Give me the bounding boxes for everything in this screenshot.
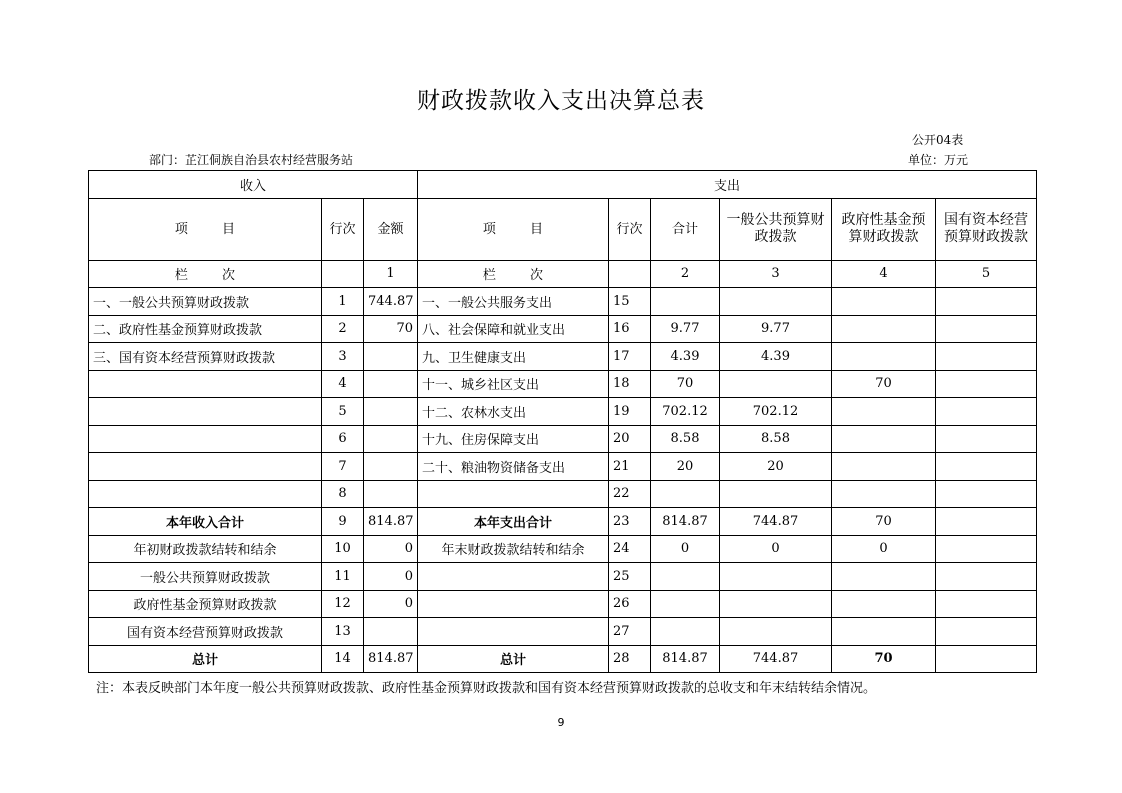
expense-item-cell	[418, 563, 609, 591]
total-cell: 9.77	[651, 315, 720, 343]
general-budget-cell	[720, 618, 832, 646]
expense-item-cell: 十二、农林水支出	[418, 398, 609, 426]
gov-fund-cell: 70	[832, 370, 936, 398]
income-item-header: 项 目	[89, 198, 322, 260]
state-capital-cell	[936, 508, 1037, 536]
income-amount-cell	[364, 618, 418, 646]
total-cell: 702.12	[651, 398, 720, 426]
total-cell	[651, 288, 720, 316]
expense-item-cell: 八、社会保障和就业支出	[418, 315, 609, 343]
page-title: 财政拨款收入支出决算总表	[417, 88, 705, 114]
income-row-no-cell: 9	[322, 508, 364, 536]
income-item-cell: 一、一般公共预算财政拨款	[89, 288, 322, 316]
income-amount-cell	[364, 370, 418, 398]
expense-row-no-cell: 15	[609, 288, 651, 316]
expense-row-no-cell: 28	[609, 645, 651, 673]
income-amount-cell: 814.87	[364, 508, 418, 536]
expense-item-cell	[418, 480, 609, 508]
table-row	[89, 590, 1037, 618]
income-item-cell: 年初财政拨款结转和结余	[89, 535, 322, 563]
income-amount-cell	[364, 453, 418, 481]
gov-fund-cell	[832, 563, 936, 591]
gov-fund-cell	[832, 480, 936, 508]
general-budget-cell: 744.87	[720, 508, 832, 536]
state-capital-header: 国有资本经营预算财政拨款	[936, 198, 1037, 260]
gov-fund-cell: 70	[832, 508, 936, 536]
table-row	[89, 508, 1037, 536]
empty-cell	[609, 260, 651, 288]
income-row-no-cell: 11	[322, 563, 364, 591]
expense-row-no-cell: 19	[609, 398, 651, 426]
general-budget-cell	[720, 480, 832, 508]
state-capital-cell	[936, 645, 1037, 673]
general-budget-cell: 0	[720, 535, 832, 563]
expense-row-no-cell: 25	[609, 563, 651, 591]
footnote: 注：本表反映部门本年度一般公共预算财政拨款、政府性基金预算财政拨款和国有资本经营预算财政拨款的总收支和年末结转结余情况。	[96, 681, 877, 696]
expense-section-header: 支出	[418, 171, 1037, 199]
income-item-cell: 总计	[89, 645, 322, 673]
gov-fund-cell	[832, 343, 936, 371]
income-row-no-cell: 12	[322, 590, 364, 618]
expense-item-cell: 十九、住房保障支出	[418, 425, 609, 453]
expense-row-no-cell: 16	[609, 315, 651, 343]
table-row	[89, 370, 1037, 398]
expense-row-no-cell: 24	[609, 535, 651, 563]
expense-row-no-cell: 21	[609, 453, 651, 481]
department-label: 部门：芷江侗族自治县农村经营服务站	[149, 153, 354, 167]
income-row-no-cell: 1	[322, 288, 364, 316]
table-row	[89, 618, 1037, 646]
total-cell: 0	[651, 535, 720, 563]
expense-item-cell: 一、一般公共服务支出	[418, 288, 609, 316]
income-row-no-cell: 13	[322, 618, 364, 646]
total-cell: 4.39	[651, 343, 720, 371]
table-row	[89, 343, 1037, 371]
income-amount-header: 金额	[364, 198, 418, 260]
income-amount-cell: 0	[364, 590, 418, 618]
col-number: 2	[651, 260, 720, 288]
total-cell: 814.87	[651, 508, 720, 536]
state-capital-cell	[936, 590, 1037, 618]
expense-row-no-cell: 23	[609, 508, 651, 536]
state-capital-cell	[936, 425, 1037, 453]
col-number: 3	[720, 260, 832, 288]
state-capital-cell	[936, 370, 1037, 398]
total-cell: 20	[651, 453, 720, 481]
income-amount-cell: 744.87	[364, 288, 418, 316]
total-cell	[651, 563, 720, 591]
state-capital-cell	[936, 563, 1037, 591]
expense-row-no-cell: 17	[609, 343, 651, 371]
expense-col-label: 栏 次	[418, 260, 609, 288]
expense-row-no-cell: 20	[609, 425, 651, 453]
income-item-cell: 二、政府性基金预算财政拨款	[89, 315, 322, 343]
income-row-no-cell: 3	[322, 343, 364, 371]
total-cell: 814.87	[651, 645, 720, 673]
general-budget-cell	[720, 370, 832, 398]
page-number: 9	[557, 716, 565, 729]
expense-item-cell: 本年支出合计	[418, 508, 609, 536]
income-item-cell: 国有资本经营预算财政拨款	[89, 618, 322, 646]
income-item-cell: 一般公共预算财政拨款	[89, 563, 322, 591]
table-row	[89, 535, 1037, 563]
income-item-cell	[89, 370, 322, 398]
gov-fund-cell: 70	[832, 645, 936, 673]
income-item-cell	[89, 453, 322, 481]
general-budget-cell: 744.87	[720, 645, 832, 673]
income-row-no-cell: 6	[322, 425, 364, 453]
table-row	[89, 480, 1037, 508]
table-body	[89, 288, 1037, 673]
expense-item-cell	[418, 590, 609, 618]
income-row-no-cell: 5	[322, 398, 364, 426]
total-cell	[651, 480, 720, 508]
gov-fund-cell: 0	[832, 535, 936, 563]
income-item-cell: 政府性基金预算财政拨款	[89, 590, 322, 618]
table-row	[89, 398, 1037, 426]
gov-fund-cell	[832, 618, 936, 646]
table-row	[89, 288, 1037, 316]
gov-fund-cell	[832, 398, 936, 426]
expense-item-header: 项 目	[418, 198, 609, 260]
state-capital-cell	[936, 315, 1037, 343]
income-col-label: 栏 次	[89, 260, 322, 288]
general-budget-cell	[720, 590, 832, 618]
gov-fund-cell	[832, 453, 936, 481]
income-row-no-cell: 14	[322, 645, 364, 673]
unit-label: 单位：万元	[908, 153, 969, 167]
expense-item-cell	[418, 618, 609, 646]
income-item-cell	[89, 425, 322, 453]
income-item-cell	[89, 398, 322, 426]
general-budget-cell: 9.77	[720, 315, 832, 343]
general-budget-cell: 20	[720, 453, 832, 481]
income-amount-cell	[364, 425, 418, 453]
col-number: 4	[832, 260, 936, 288]
income-amount-cell: 0	[364, 535, 418, 563]
expense-row-no-header: 行次	[609, 198, 651, 260]
general-budget-cell: 702.12	[720, 398, 832, 426]
col-number: 5	[936, 260, 1037, 288]
gov-fund-cell	[832, 590, 936, 618]
income-item-cell: 本年收入合计	[89, 508, 322, 536]
empty-cell	[322, 260, 364, 288]
general-budget-header: 一般公共预算财政拨款	[720, 198, 832, 260]
table-row	[89, 453, 1037, 481]
gov-fund-cell	[832, 288, 936, 316]
expense-item-cell: 年末财政拨款结转和结余	[418, 535, 609, 563]
total-cell	[651, 590, 720, 618]
state-capital-cell	[936, 288, 1037, 316]
expense-item-cell: 总计	[418, 645, 609, 673]
expense-row-no-cell: 27	[609, 618, 651, 646]
state-capital-cell	[936, 618, 1037, 646]
income-amount-cell	[364, 343, 418, 371]
expense-row-no-cell: 22	[609, 480, 651, 508]
form-number: 公开04表	[912, 133, 964, 147]
expense-item-cell: 二十、粮油物资储备支出	[418, 453, 609, 481]
table-row	[89, 645, 1037, 673]
expense-row-no-cell: 18	[609, 370, 651, 398]
state-capital-cell	[936, 453, 1037, 481]
income-row-no-cell: 2	[322, 315, 364, 343]
gov-fund-header: 政府性基金预算财政拨款	[832, 198, 936, 260]
total-header: 合计	[651, 198, 720, 260]
income-row-no-cell: 4	[322, 370, 364, 398]
income-amount-cell	[364, 398, 418, 426]
state-capital-cell	[936, 398, 1037, 426]
income-row-no-header: 行次	[322, 198, 364, 260]
expense-row-no-cell: 26	[609, 590, 651, 618]
fiscal-summary-table	[88, 170, 1037, 673]
general-budget-cell: 4.39	[720, 343, 832, 371]
total-cell: 8.58	[651, 425, 720, 453]
table-row	[89, 315, 1037, 343]
income-amount-cell	[364, 480, 418, 508]
gov-fund-cell	[832, 315, 936, 343]
gov-fund-cell	[832, 425, 936, 453]
col-number: 1	[364, 260, 418, 288]
income-amount-cell: 0	[364, 563, 418, 591]
expense-item-cell: 十一、城乡社区支出	[418, 370, 609, 398]
total-cell	[651, 618, 720, 646]
general-budget-cell	[720, 288, 832, 316]
state-capital-cell	[936, 480, 1037, 508]
state-capital-cell	[936, 343, 1037, 371]
income-row-no-cell: 10	[322, 535, 364, 563]
income-section-header: 收入	[89, 171, 418, 199]
expense-item-cell: 九、卫生健康支出	[418, 343, 609, 371]
table-row	[89, 563, 1037, 591]
income-item-cell	[89, 480, 322, 508]
general-budget-cell	[720, 563, 832, 591]
table-row	[89, 425, 1037, 453]
income-row-no-cell: 8	[322, 480, 364, 508]
general-budget-cell: 8.58	[720, 425, 832, 453]
income-amount-cell: 814.87	[364, 645, 418, 673]
income-item-cell: 三、国有资本经营预算财政拨款	[89, 343, 322, 371]
state-capital-cell	[936, 535, 1037, 563]
income-amount-cell: 70	[364, 315, 418, 343]
total-cell: 70	[651, 370, 720, 398]
income-row-no-cell: 7	[322, 453, 364, 481]
